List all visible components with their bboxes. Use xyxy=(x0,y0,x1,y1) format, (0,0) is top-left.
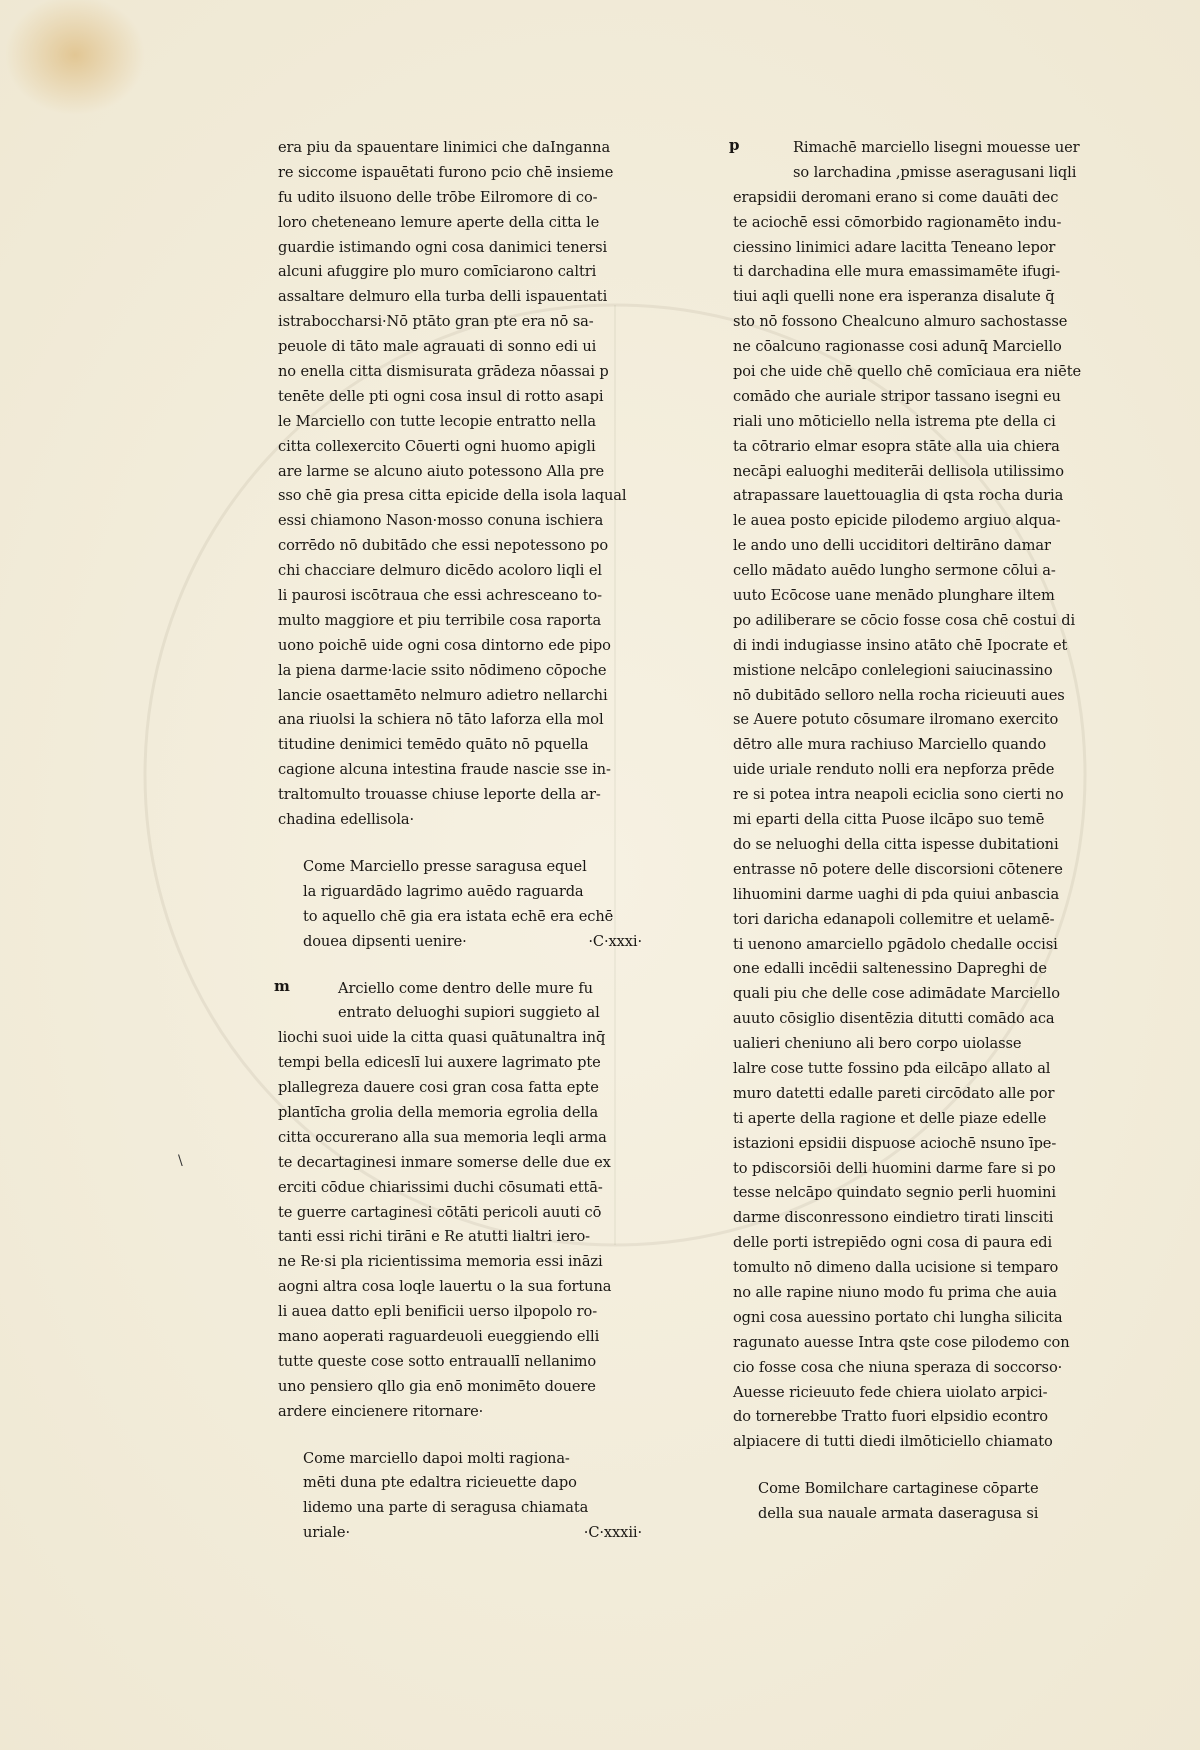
text-line: po adiliberare se cōcio fosse cosa chē costui di xyxy=(733,611,1076,629)
text-line: ardere eincienere ritornare· xyxy=(278,1402,484,1420)
text-line: plantīcha grolia della memoria egrolia della xyxy=(278,1103,599,1121)
text-line: ti uenono amarciello pgādolo chedalle occisi xyxy=(733,935,1058,953)
text-line: traltomulto trouasse chiuse leporte della ar- xyxy=(278,786,601,804)
text-line: tutte queste cose sotto entrauallī nellanimo xyxy=(278,1352,597,1370)
text-line: are larme se alcuno aiuto potessono Alla pre xyxy=(278,462,604,480)
chapter-heading-right xyxy=(733,1477,1113,1527)
text-line: delle porti istrepiēdo ogni cosa di paura edi xyxy=(733,1234,1053,1252)
text-line: do tornerebbe Tratto fuori elpsidio econtro xyxy=(733,1408,1048,1426)
text-line: ogni cosa auessino portato chi lungha silicita xyxy=(733,1308,1063,1326)
right-paragraph-1 xyxy=(729,136,1113,1455)
text-line: Arciello come dentro delle mure fu xyxy=(338,979,593,997)
text-line: dētro alle mura rachiuso Marciello quando xyxy=(733,736,1047,754)
text-line: lihuomini darme uaghi di pda quiui anbascia xyxy=(733,885,1060,903)
text-line: aogni altra cosa loqle lauertu o la sua fortuna xyxy=(278,1278,612,1296)
chapter-number: ·C·xxxii· xyxy=(583,1524,642,1542)
heading-line: mēti duna pte edaltra ricieuette dapo xyxy=(303,1474,577,1492)
text-line: darme disconressono eindietro tirati linsciti xyxy=(733,1209,1054,1227)
text-line: comādo che auriale stripor tassano isegni eu xyxy=(733,387,1061,405)
text-line: riali uno mōticiello nella istrema pte della ci xyxy=(733,412,1056,430)
text-line: loro cheteneano lemure aperte della citta le xyxy=(278,213,600,231)
text-line: li auea datto epli benificii uerso ilpopolo ro- xyxy=(278,1303,598,1321)
text-line: entrato deluoghi supiori suggieto al xyxy=(338,1004,600,1022)
text-line: multo maggiore et piu terribile cosa raporta xyxy=(278,611,602,629)
text-line: poi che uide chē quello chē comīciaua era niēte xyxy=(733,363,1082,381)
text-line: alcuni afuggire plo muro comīciarono caltri xyxy=(278,263,597,281)
text-line: sto nō fossono Chealcuno almuro sachostasse xyxy=(733,313,1068,331)
heading-last-line xyxy=(278,930,648,955)
heading-line: Come marciello dapoi molti ragiona- xyxy=(303,1449,570,1467)
heading-last-line xyxy=(278,1521,648,1546)
text-line: one edalli incēdii saltenessino Dapreghi de xyxy=(733,960,1047,978)
text-line: se Auere potuto cōsumare ilromano exercito xyxy=(733,711,1059,729)
text-line: re si potea intra neapoli eciclia sono cierti no xyxy=(733,786,1064,804)
text-line: uide uriale renduto nolli era nepforza prēde xyxy=(733,761,1055,779)
text-line: le ando uno delli ucciditori deltirāno damar xyxy=(733,537,1051,555)
text-line: citta occurerano alla sua memoria leqli arma xyxy=(278,1128,607,1146)
heading-line: la riguardādo lagrimo auēdo raguarda xyxy=(303,882,584,900)
text-line: nō dubitādo selloro nella rocha ricieuuti aues xyxy=(733,686,1065,704)
text-line: te guerre cartaginesi cōtāti pericoli auuti cō xyxy=(278,1203,602,1221)
text-line: lalre cose tutte fossino pda eilcāpo allato al xyxy=(733,1059,1051,1077)
heading-line: to aquello chē gia era istata echē era echē xyxy=(303,907,614,925)
text-line: auuto cōsiglio disentēzia ditutti comādo aca xyxy=(733,1010,1055,1028)
heading-line: lidemo una parte di seragusa chiamata xyxy=(303,1499,589,1517)
text-line: necāpi ealuoghi mediterāi dellisola utilissimo xyxy=(733,462,1064,480)
text-line: uono poichē uide ogni cosa dintorno ede pipo xyxy=(278,636,611,654)
text-line: quali piu che delle cose adimādate Marciello xyxy=(733,985,1060,1003)
left-column xyxy=(274,136,648,1546)
text-line: ualieri cheniuno ali bero corpo uiolasse xyxy=(733,1035,1022,1053)
text-line: titudine denimici temēdo quāto nō pquella xyxy=(278,736,589,754)
heading-line: uriale· xyxy=(303,1524,350,1542)
text-line: tomulto nō dimeno dalla ucisione si temparo xyxy=(733,1259,1059,1277)
text-line: chadina edellisola· xyxy=(278,811,415,829)
chapter-heading-cxxxii xyxy=(278,1447,648,1547)
text-line: ne cōalcuno ragionasse cosi adunq̄ Marciello xyxy=(733,338,1062,356)
text-line: assaltare delmuro ella turba delli ispauentati xyxy=(278,288,608,306)
text-line: li paurosi iscōtraua che essi achresceano to- xyxy=(278,587,602,605)
text-line: era piu da spauentare linimici che daInganna xyxy=(278,139,611,156)
text-line: citta collexercito Cōuerti ogni huomo apigli xyxy=(278,437,596,455)
text-line: liochi suoi uide la citta quasi quātunaltra inq̄ xyxy=(278,1029,606,1047)
text-line: re siccome ispauētati furono pcio chē insieme xyxy=(278,163,614,181)
text-line: tesse nelcāpo quindato segnio perli huomini xyxy=(733,1184,1056,1202)
text-line: tenēte delle pti ogni cosa insul di rotto asapi xyxy=(278,387,604,405)
heading-line: della sua nauale armata daseragusa si xyxy=(758,1505,1039,1523)
chapter-heading-cxxxi xyxy=(278,855,648,955)
text-line: ti aperte della ragione et delle piaze edelle xyxy=(733,1109,1047,1127)
text-line: tiui aqli quelli none era isperanza disalute q̄ xyxy=(733,288,1055,306)
text-line: istraboccharsi·Nō ptāto gran pte era nō sa- xyxy=(278,313,594,331)
text-line: uuto Ecōcose uane menādo plunghare iltem xyxy=(733,587,1055,605)
text-line: lancie osaettamēto nelmuro adietro nellarchi xyxy=(278,686,608,704)
text-line: so larchadina ,pmisse aseragusani liqli xyxy=(793,163,1077,181)
text-line: uno pensiero qllo gia enō monimēto douere xyxy=(278,1377,596,1395)
text-line: istazioni epsidii dispuose aciochē nsuno īpe- xyxy=(733,1134,1057,1152)
text-line: tanti essi richi tirāni e Re atutti lialtri iero- xyxy=(278,1228,590,1246)
text-line: essi chiamono Nason·mosso conuna ischiera xyxy=(278,512,604,530)
text-line: muro datetti edalle pareti circōdato alle por xyxy=(733,1084,1055,1102)
text-line: cello mādato auēdo lungho sermone cōlui a- xyxy=(733,562,1056,580)
text-line: mi eparti della citta Puose ilcāpo suo temē xyxy=(733,811,1045,829)
text-line: Auesse ricieuuto fede chiera uiolato arpici- xyxy=(733,1383,1048,1401)
text-line: erapsidii deromani erano si come dauāti dec xyxy=(733,188,1059,206)
text-line: chi chacciare delmuro dicēdo acoloro liqli el xyxy=(278,562,602,580)
text-line: te decartaginesi inmare somerse delle due ex xyxy=(278,1153,611,1171)
left-paragraph-2 xyxy=(274,976,648,1425)
text-line: le Marciello con tutte lecopie entratto nella xyxy=(278,412,596,430)
text-line: tempi bella ediceslī lui auxere lagrimato pte xyxy=(278,1054,601,1072)
heading-line: douea dipsenti uenire· xyxy=(303,932,467,950)
text-line: to pdiscorsiōi delli huomini darme fare si po xyxy=(733,1159,1056,1177)
text-line: mano aoperati raguardeuoli eueggiendo elli xyxy=(278,1327,600,1345)
left-paragraph-1 xyxy=(278,136,648,833)
text-line: la piena darme·lacie ssito nōdimeno cōpoche xyxy=(278,661,607,679)
text-line: tori daricha edanapoli collemitre et uelamē- xyxy=(733,910,1055,928)
text-line: di indi indugiasse insino atāto chē Ipocrate et xyxy=(733,636,1068,654)
text-line: atrapassare lauettouaglia di qsta rocha duria xyxy=(733,487,1064,505)
text-line: guardie istimando ogni cosa danimici tenersi xyxy=(278,238,608,256)
heading-line: Come Marciello presse saragusa equel xyxy=(303,857,587,875)
text-line: alpiacere di tutti diedi ilmōticiello chiamato xyxy=(733,1433,1053,1451)
initial-letter: m xyxy=(274,976,290,995)
right-column xyxy=(729,136,1113,1527)
text-line: fu udito ilsuono delle trōbe Eilromore di co- xyxy=(278,188,598,206)
text-line: no enella citta dismisurata grādeza nōassai p xyxy=(278,363,609,381)
text-line: entrasse nō potere delle discorsioni cōtenere xyxy=(733,860,1063,878)
initial-letter: p xyxy=(729,136,740,154)
text-line: te aciochē essi cōmorbido ragionamēto indu- xyxy=(733,213,1062,231)
text-line: cagione alcuna intestina fraude nascie sse in- xyxy=(278,761,611,779)
margin-mark: \ xyxy=(178,1153,183,1169)
text-line: mistione nelcāpo conlelegioni saiucinassino xyxy=(733,661,1053,679)
chapter-number: ·C·xxxi· xyxy=(588,932,642,950)
text-line: no alle rapine niuno modo fu prima che auia xyxy=(733,1283,1057,1301)
text-line: ne Re·si pla ricientissima memoria essi ināzi xyxy=(278,1253,603,1271)
text-line: ciessino linimici adare lacitta Teneano lepor xyxy=(733,238,1056,256)
text-line: erciti cōdue chiarissimi duchi cōsumati ettā- xyxy=(278,1178,603,1196)
text-line: corrēdo nō dubitādo che essi nepotessono po xyxy=(278,537,609,555)
text-line: cio fosse cosa che niuna speraza di soccorso· xyxy=(733,1358,1063,1376)
text-line: do se neluoghi della citta ispesse dubitationi xyxy=(733,835,1059,853)
text-line: plallegreza dauere cosi gran cosa fatta epte xyxy=(278,1079,599,1097)
text-line: peuole di tāto male agrauati di sonno edi ui xyxy=(278,338,597,356)
heading-line: Come Bomilchare cartaginese cōparte xyxy=(758,1480,1039,1498)
text-line: ana riuolsi la schiera nō tāto laforza ella mol xyxy=(278,711,604,729)
text-line: ta cōtrario elmar esopra stāte alla uia chiera xyxy=(733,437,1060,455)
text-line: Rimachē marciello lisegni mouesse uer xyxy=(793,139,1080,156)
text-line: ragunato auesse Intra qste cose pilodemo con xyxy=(733,1333,1070,1351)
text-line: sso chē gia presa citta epicide della isola laqual xyxy=(278,487,627,505)
text-line: ti darchadina elle mura emassimamēte ifugi- xyxy=(733,263,1061,281)
text-line: le auea posto epicide pilodemo argiuo alqua- xyxy=(733,512,1061,530)
